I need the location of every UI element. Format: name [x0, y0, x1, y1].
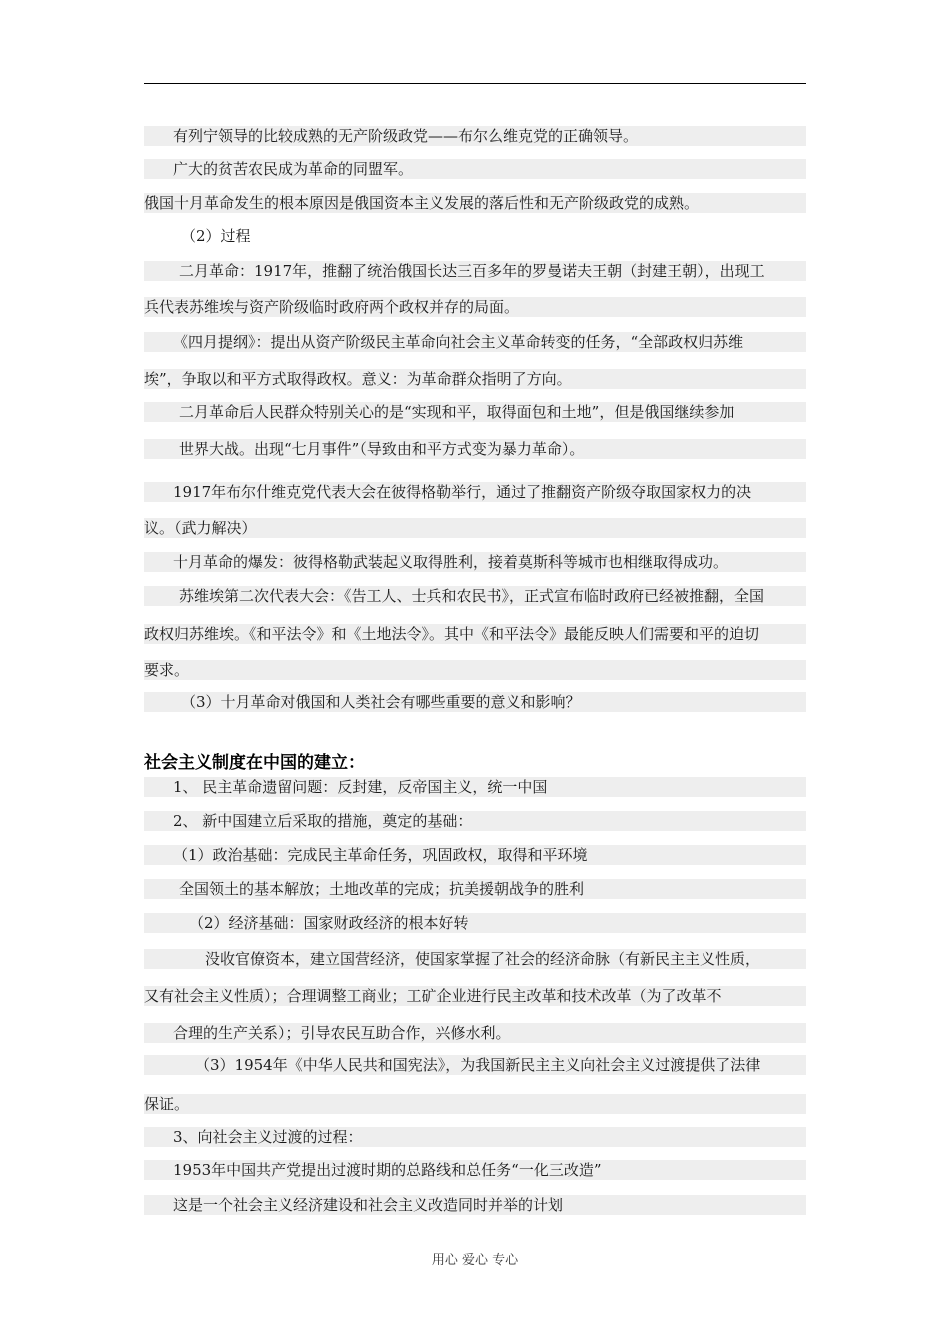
- text-line: 要求。: [144, 660, 806, 680]
- text-line: 1917年布尔什维克党代表大会在彼得格勒举行，通过了推翻资产阶级夺取国家权力的决: [144, 482, 806, 502]
- header-rule: [144, 83, 806, 84]
- text-line: 保证。: [144, 1094, 806, 1114]
- text-line: （3）1954年《中华人民共和国宪法》，为我国新民主主义向社会主义过渡提供了法律: [144, 1055, 806, 1075]
- text-line: 二月革命后人民群众特别关心的是“实现和平，取得面包和土地”，但是俄国继续参加: [144, 402, 806, 422]
- text-line: 合理的生产关系）；引导农民互助合作，兴修水利。: [144, 1023, 806, 1043]
- section-heading: 社会主义制度在中国的建立：: [144, 753, 365, 773]
- text-line: 俄国十月革命发生的根本原因是俄国资本主义发展的落后性和无产阶级政党的成熟。: [144, 193, 806, 213]
- text-line: （1）政治基础：完成民主革命任务，巩固政权，取得和平环境: [144, 845, 806, 865]
- text-line: （2）过程: [181, 227, 251, 245]
- text-line: 广大的贫苦农民成为革命的同盟军。: [144, 159, 806, 179]
- text-line: 没收官僚资本，建立国营经济，使国家掌握了社会的经济命脉（有新民主主义性质，: [144, 949, 806, 969]
- text-line: 全国领土的基本解放；土地改革的完成；抗美援朝战争的胜利: [144, 879, 806, 899]
- text-line: 1953年中国共产党提出过渡时期的总路线和总任务“一化三改造”: [144, 1160, 806, 1180]
- text-line: 议。（武力解决）: [144, 518, 806, 538]
- text-line: 政权归苏维埃。《和平法令》和《土地法令》。其中《和平法令》最能反映人们需要和平的迫切: [144, 624, 806, 644]
- text-line: 2、 新中国建立后采取的措施，奠定的基础：: [144, 811, 806, 831]
- text-line: 这是一个社会主义经济建设和社会主义改造同时并举的计划: [144, 1195, 806, 1215]
- page-footer: 用心 爱心 专心: [431, 1253, 519, 1268]
- text-line: （3）十月革命对俄国和人类社会有哪些重要的意义和影响？: [144, 692, 806, 712]
- text-line: 《四月提纲》：提出从资产阶级民主革命向社会主义革命转变的任务，“全部政权归苏维: [144, 332, 806, 352]
- text-line: 二月革命：1917年，推翻了统治俄国长达三百多年的罗曼诺夫王朝（封建王朝），出现工: [144, 261, 806, 281]
- text-line: 苏维埃第二次代表大会：《告工人、士兵和农民书》，正式宣布临时政府已经被推翻，全国: [144, 586, 806, 606]
- text-line: 世界大战。出现“七月事件”（导致由和平方式变为暴力革命）。: [144, 439, 806, 459]
- text-line: 兵代表苏维埃与资产阶级临时政府两个政权并存的局面。: [144, 297, 806, 317]
- text-line: 1、 民主革命遗留问题：反封建，反帝国主义，统一中国: [144, 777, 806, 797]
- text-line: （2）经济基础：国家财政经济的根本好转: [144, 913, 806, 933]
- text-line: 十月革命的爆发：彼得格勒武装起义取得胜利，接着莫斯科等城市也相继取得成功。: [144, 552, 806, 572]
- text-line: 又有社会主义性质）；合理调整工商业；工矿企业进行民主改革和技术改革（为了改革不: [144, 986, 806, 1006]
- text-line: 埃”，争取以和平方式取得政权。意义：为革命群众指明了方向。: [144, 369, 806, 389]
- text-line: 3、向社会主义过渡的过程：: [144, 1127, 806, 1147]
- text-line: 有列宁领导的比较成熟的无产阶级政党——布尔么维克党的正确领导。: [144, 126, 806, 146]
